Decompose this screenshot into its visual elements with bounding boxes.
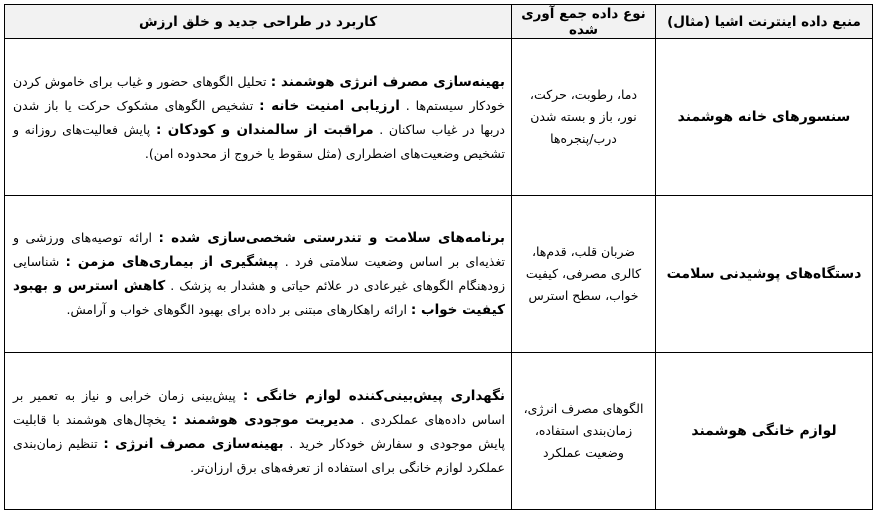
application-text: تحلیل الگوهای حضور و غیاب برای خاموش کردن خودکار سیستم‌ها . [13, 73, 505, 113]
application-text: شناسایی زودهنگام الگوهای غیرعادی در علائم حیاتی و هشدار به پزشک . [13, 254, 505, 293]
application-cell [5, 196, 512, 353]
table-row [5, 196, 873, 353]
application-text: پیش‌بینی زمان خرابی و نیاز به تعمیر بر اساس داده‌های عملکردی . [13, 387, 505, 427]
application-heading: برنامه‌های سلامت و تندرستی شخصی‌سازی شده : [158, 230, 505, 246]
application-heading: بهینه‌سازی مصرف انرژی هوشمند : [270, 73, 505, 90]
data-type-cell: ضربان قلب، قدم‌ها، کالری مصرفی، کیفیت خواب، سطح استرس [512, 196, 656, 353]
application-heading: ارزیابی امنیت خانه : [259, 97, 400, 114]
application-heading: پیشگیری از بیماری‌های مزمن : [65, 254, 279, 270]
application-cell [5, 353, 512, 510]
application-text: پایش فعالیت‌های روزانه و تشخیص وضعیت‌های اضطراری (مثل سقوط یا خروج از محدوده امن). [13, 121, 505, 161]
application-heading: مدیریت موجودی هوشمند : [171, 411, 355, 428]
source-cell: لوازم خانگی هوشمند [656, 353, 873, 510]
application-text: تشخیص الگوهای مشکوک حرکت یا باز شدن دربها در غیاب ساکنان . [13, 97, 505, 137]
application-heading: مراقبت از سالمندان و کودکان : [155, 121, 374, 138]
application-cell [5, 39, 512, 196]
application-text: ارائه توصیه‌های ورزشی و تغذیه‌ای بر اساس وضعیت سلامتی فرد . [13, 230, 505, 269]
table-row [5, 39, 873, 196]
iot-table [4, 4, 873, 510]
header-row [5, 5, 873, 39]
application-heading: نگهداری پیش‌بینی‌کننده لوازم خانگی : [242, 387, 505, 404]
source-cell: سنسورهای خانه هوشمند [656, 39, 873, 196]
application-text: یخچال‌های هوشمند با قابلیت پایش موجودی و سفارش خودکار خرید . [13, 411, 505, 451]
table-row [5, 353, 873, 510]
application-heading: کاهش استرس و بهبود کیفیت خواب : [13, 278, 505, 318]
application-text: تنظیم زمان‌بندی عملکرد لوازم خانگی برای استفاده از تعرفه‌های برق ارزان‌تر. [13, 435, 505, 475]
application-heading: بهینه‌سازی مصرف انرژی : [103, 435, 284, 452]
header-type: نوع داده جمع آوری شده [512, 5, 656, 39]
data-type-cell: دما، رطوبت، حرکت، نور، باز و بسته شدن درب/پنجره‌ها [512, 39, 656, 196]
header-application: کاربرد در طراحی جدید و خلق ارزش [5, 5, 512, 39]
data-type-cell: الگوهای مصرف انرژی، زمان‌بندی استفاده، وضعیت عملکرد [512, 353, 656, 510]
source-cell: دستگاه‌های پوشیدنی سلامت [656, 196, 873, 353]
header-source: منبع داده اینترنت اشیا (مثال) [656, 5, 873, 39]
application-text: ارائه راهکارهای مبتنی بر داده برای بهبود الگوهای خواب و آرامش. [66, 302, 407, 317]
